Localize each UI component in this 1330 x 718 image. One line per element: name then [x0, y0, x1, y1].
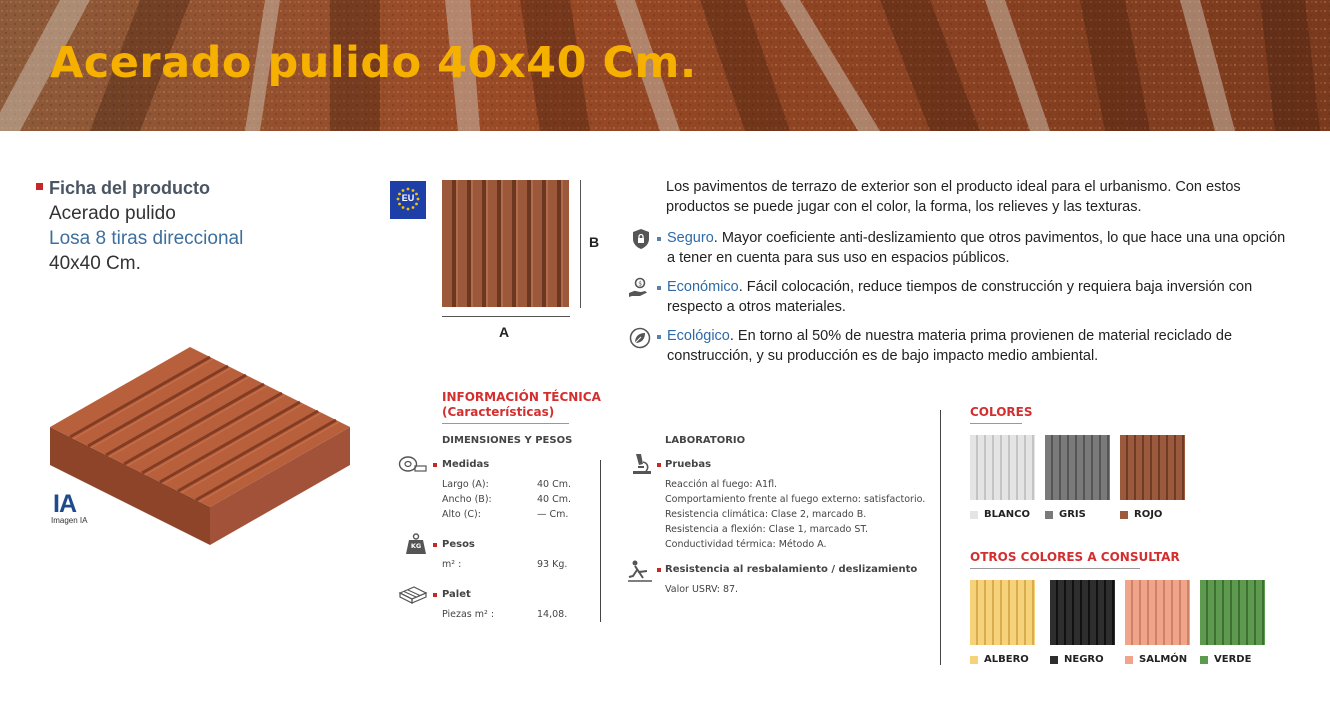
swatch-negro[interactable]: [1050, 580, 1115, 645]
eu-flag-icon: [390, 181, 426, 219]
swatch-legend: [1120, 511, 1128, 519]
swatch-legend: [1050, 656, 1058, 664]
svg-text:$: $: [638, 280, 643, 288]
medidas-title: Medidas: [442, 459, 490, 470]
bullet: [433, 593, 437, 597]
weight-icon-text: KG: [410, 542, 422, 550]
colors-heading: COLORES: [970, 405, 1033, 419]
shield-lock-icon: [630, 228, 652, 250]
pesos-label: m² :: [442, 559, 462, 570]
swatch-legend: [1200, 656, 1208, 664]
tech-info-heading: INFORMACIÓN TÉCNICA: [442, 390, 601, 404]
prueba-line: Comportamiento frente al fuego externo: satisfactorio.: [665, 494, 926, 505]
column-divider: [940, 410, 941, 665]
palet-value: 14,08.: [537, 609, 568, 620]
largo-label: Largo (A):: [442, 479, 489, 490]
intro-text: Los pavimentos de terrazo de exterior son el producto ideal para el urbanismo. Con estos productos se puede jugar con el color, la forma, los relieves y las texturas.: [666, 179, 1241, 215]
slipping-person-icon: [627, 559, 653, 583]
ficha-bullet: [36, 183, 43, 190]
color-name: ALBERO: [984, 654, 1029, 665]
ficha-line-material: Acerado pulido: [49, 203, 176, 224]
swatch-legend: [1125, 656, 1133, 664]
swatch-salmon[interactable]: [1125, 580, 1190, 645]
swatch-gris[interactable]: [1045, 435, 1110, 500]
pesos-value: 93 Kg.: [537, 559, 568, 570]
feature-text: . Mayor coeficiente anti-deslizamiento que otros pavimentos, lo que hace una una opción a tener en cuenta para sus uso en espacios públicos.: [667, 230, 1286, 266]
prueba-line: Resistencia climática: Clase 2, marcado B.: [665, 509, 867, 520]
pallet-icon: [398, 585, 428, 605]
prueba-line: Conductividad térmica: Método A.: [665, 539, 827, 550]
alto-label: Alto (C):: [442, 509, 481, 520]
divider: [970, 423, 1022, 424]
slip-resistance-title: Resistencia al resbalamiento / deslizamiento: [665, 564, 918, 575]
swatch-legend: [970, 511, 978, 519]
tile-3d-image: [48, 345, 353, 550]
feature-seguro: [667, 229, 1287, 268]
bullet: [657, 463, 661, 467]
color-name: SALMÓN: [1139, 654, 1188, 665]
palet-title: Palet: [442, 589, 471, 600]
ficha-line-model: Losa 8 tiras direccional: [49, 228, 244, 249]
eu-label: EU: [401, 193, 415, 203]
feature-ecologico: [667, 327, 1287, 366]
swatch-blanco[interactable]: [970, 435, 1035, 500]
other-colors-heading: OTROS COLORES A CONSULTAR: [970, 550, 1180, 564]
feature-title: Seguro: [667, 230, 714, 246]
dimensions-heading: DIMENSIONES Y PESOS: [442, 435, 573, 446]
largo-value: 40 Cm.: [537, 479, 572, 490]
divider: [970, 568, 1140, 569]
page-title: Acerado pulido 40x40 Cm.: [50, 38, 697, 88]
prueba-line: Reacción al fuego: A1fl.: [665, 479, 778, 490]
swatch-albero[interactable]: [970, 580, 1035, 645]
tape-measure-icon: [398, 455, 428, 473]
ia-logo: IA: [53, 490, 76, 518]
swatch-legend: [1045, 511, 1053, 519]
color-name: VERDE: [1214, 654, 1252, 665]
palet-label: Piezas m² :: [442, 609, 495, 620]
feature-title: Económico: [667, 279, 739, 295]
prueba-line: Resistencia a flexión: Clase 1, marcado ST.: [665, 524, 869, 535]
feature-bullet: [657, 237, 661, 241]
dimension-a-label: A: [499, 324, 510, 340]
hand-coin-icon: [628, 277, 650, 299]
pruebas-title: Pruebas: [665, 459, 712, 470]
feature-text: . Fácil colocación, reduce tiempos de construcción y requiera baja inversión con respecto a otros materiales.: [667, 279, 1253, 315]
ancho-label: Ancho (B):: [442, 494, 492, 505]
slip-resistance-value: Valor USRV: 87.: [665, 584, 739, 595]
swatch-rojo[interactable]: [1120, 435, 1185, 500]
feature-text: . En torno al 50% de nuestra materia prima provienen de material reciclado de construcción, y su producción es de bajo impacto medio ambiental.: [667, 328, 1233, 364]
ancho-value: 40 Cm.: [537, 494, 572, 505]
ficha-heading: Ficha del producto: [49, 178, 211, 198]
swatch-verde[interactable]: [1200, 580, 1265, 645]
microscope-icon: [630, 452, 654, 476]
color-name: BLANCO: [984, 509, 1030, 520]
ficha-line-size: 40x40 Cm.: [49, 253, 141, 274]
dimension-b-label: B: [589, 234, 600, 250]
alto-value: — Cm.: [537, 509, 569, 520]
feature-bullet: [657, 335, 661, 339]
ia-caption: Imagen IA: [51, 516, 88, 525]
feature-bullet: [657, 286, 661, 290]
pesos-title: Pesos: [442, 539, 475, 550]
color-name: GRIS: [1059, 509, 1086, 520]
dimension-line-a: [442, 316, 570, 317]
color-name: ROJO: [1134, 509, 1163, 520]
leaf-icon: [629, 327, 651, 349]
dimension-line-b: [580, 180, 581, 308]
tech-info-subheading: (Características): [442, 405, 555, 419]
color-name: NEGRO: [1064, 654, 1104, 665]
column-divider: [600, 460, 601, 622]
swatch-legend: [970, 656, 978, 664]
bullet: [433, 543, 437, 547]
tile-top-view-image: [442, 180, 570, 308]
bullet: [433, 463, 437, 467]
laboratorio-heading: LABORATORIO: [665, 435, 746, 446]
bullet: [657, 568, 661, 572]
feature-economico: [667, 278, 1287, 317]
feature-title: Ecológico: [667, 328, 730, 344]
divider: [442, 423, 569, 424]
